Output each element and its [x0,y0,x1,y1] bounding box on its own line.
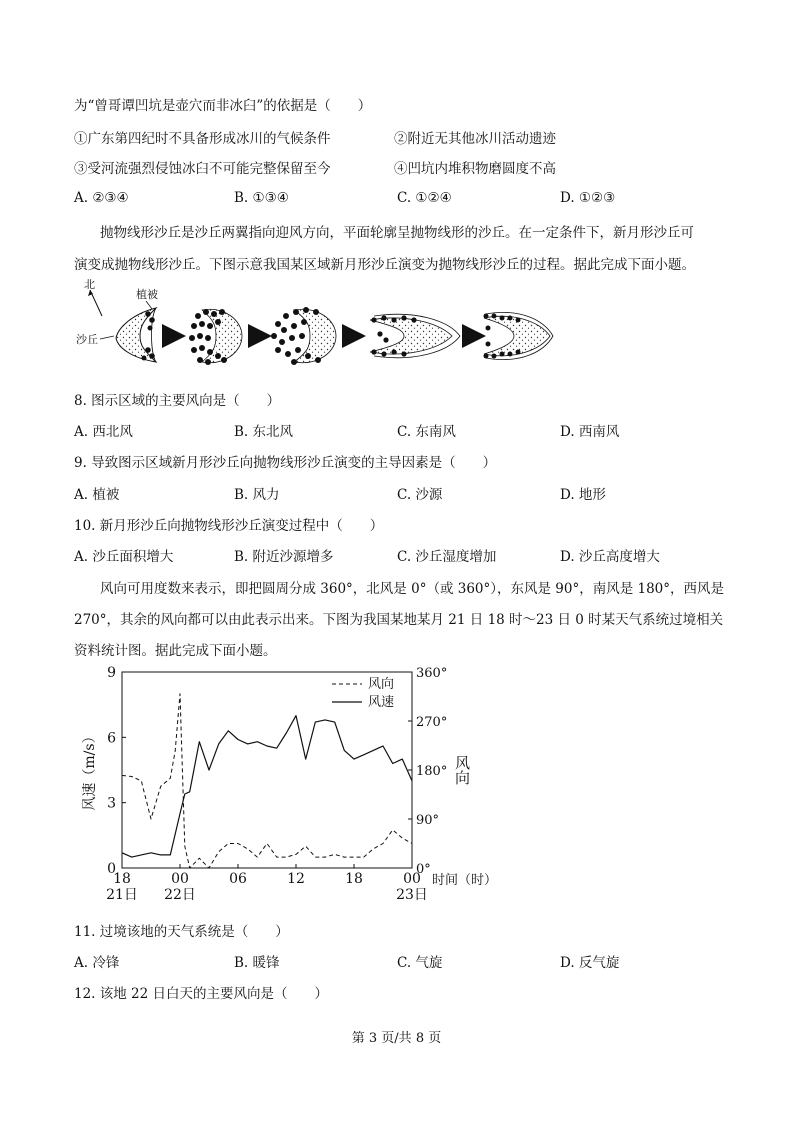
q7-option-a: A. ②③④ [74,190,129,206]
q7-option-c: C. ①②④ [397,190,452,206]
x-tick-label: 00 [171,871,189,887]
question-10-stem: 10. 新月形沙丘向抛物线形沙丘演变过程中（ ） [74,518,384,534]
q10-option-d: D. 沙丘高度增大 [560,549,660,565]
y-left-tick-label: 0 [107,861,116,877]
dune-stage-2 [189,309,242,365]
vegetation-label: 植被 [136,288,158,301]
dune-intro-line1: 抛物线形沙丘是沙丘两翼指向迎风方向，平面轮廓呈抛物线形的沙丘。在一定条件下，新月形沙丘可 [100,225,694,241]
q10-option-b: B. 附近沙源增多 [234,549,334,565]
question-7-stem: 为“曾哥谭凹坑是壶穴而非冰臼”的依据是（ ） [74,98,372,114]
y-axis-right-label: 风向 [453,755,471,785]
wind-intro-line2: 270°，其余的风向都可以由此表示出来。下图为我国某地某月 21 日 18 时～23 日 0 时某天气系统过境相关 [74,612,724,628]
q9-option-c: C. 沙源 [397,487,443,503]
q8-option-b: B. 东北风 [234,424,294,440]
x-tick-label: 18 [113,871,131,887]
q11-option-c: C. 气旋 [397,955,443,971]
statement-4: ④凹坑内堆积物磨圆度不高 [394,161,556,177]
statement-1: ①广东第四纪时不具备形成冰川的气候条件 [74,131,331,147]
y-right-tick-label: 0° [416,862,431,877]
wind-intro-line1: 风向可用度数来表示，即把圆周分成 360°，北风是 0°（或 360°），东风是 90°，南风是 180°，西风是 [100,581,725,597]
legend-wind-speed: 风速 [368,695,395,710]
legend-wind-direction: 风向 [368,677,395,692]
north-arrow-icon [88,290,102,316]
x-axis-label: 时间（时） [432,873,498,888]
q9-option-b: B. 风力 [234,487,280,503]
x-tick-label: 06 [229,871,247,887]
x-tick-label: 12 [287,871,305,887]
dune-stage-3 [271,307,336,365]
y-right-tick-label: 180° [416,764,448,779]
y-right-tick-label: 360° [416,666,448,681]
q7-option-d: D. ①②③ [560,190,616,206]
y-axis-left-label: 风速（m/s） [82,729,98,811]
y-left-tick-label: 9 [107,665,116,681]
q10-option-a: A. 沙丘面积增大 [74,549,174,565]
series-wind-direction-line [122,694,412,868]
q11-option-b: B. 暖锋 [234,955,280,971]
q7-option-b: B. ①③④ [234,190,289,206]
dune-intro-line2: 演变成抛物线形沙丘。下图示意我国某区域新月形沙丘演变为抛物线形沙丘的过程。据此完成下面小题。 [74,257,695,273]
question-9-stem: 9. 导致图示区域新月形沙丘向抛物线形沙丘演变的主导因素是（ ） [74,455,497,471]
dune-stage-1 [116,308,156,362]
dune-stage-5 [484,312,554,359]
x-tick-day-label: 22日 [164,887,196,903]
q8-option-c: C. 东南风 [397,424,456,440]
y-right-tick-label: 270° [416,715,448,730]
dune-stage-4 [370,314,460,358]
series-wind-speed-line [122,716,412,858]
dune-evolution-figure [74,276,554,376]
q9-option-d: D. 地形 [560,487,606,503]
page-footer: 第 3 页/共 8 页 [351,1031,442,1046]
wind-chart [80,660,500,905]
statement-2: ②附近无其他冰川活动遗迹 [394,131,556,147]
chart-legend [332,677,394,710]
q8-option-d: D. 西南风 [560,424,620,440]
question-11-stem: 11. 过境该地的天气系统是（ ） [74,924,289,940]
q11-option-d: D. 反气旋 [560,955,620,971]
question-12-stem: 12. 该地 22 日白天的主要风向是（ ） [74,986,329,1002]
question-8-stem: 8. 图示区域的主要风向是（ ） [74,393,281,409]
q8-option-a: A. 西北风 [74,424,133,440]
x-tick-label: 18 [345,871,363,887]
wind-intro-line3: 资料统计图。据此完成下面小题。 [74,643,277,659]
x-tick-label: 00 [403,871,421,887]
statement-3: ③受河流强烈侵蚀冰臼不可能完整保留至今 [74,161,331,177]
y-left-tick-label: 6 [107,730,116,747]
x-tick-day-label: 21日 [106,887,138,903]
q11-option-a: A. 冷锋 [74,955,120,971]
q9-option-a: A. 植被 [74,487,120,503]
x-tick-day-label: 23日 [396,887,428,903]
y-right-tick-label: 90° [416,813,440,828]
q10-option-c: C. 沙丘湿度增加 [397,549,497,565]
north-label: 北 [84,278,95,291]
dune-label: 沙丘 [76,333,98,346]
y-left-tick-label: 3 [107,795,116,812]
